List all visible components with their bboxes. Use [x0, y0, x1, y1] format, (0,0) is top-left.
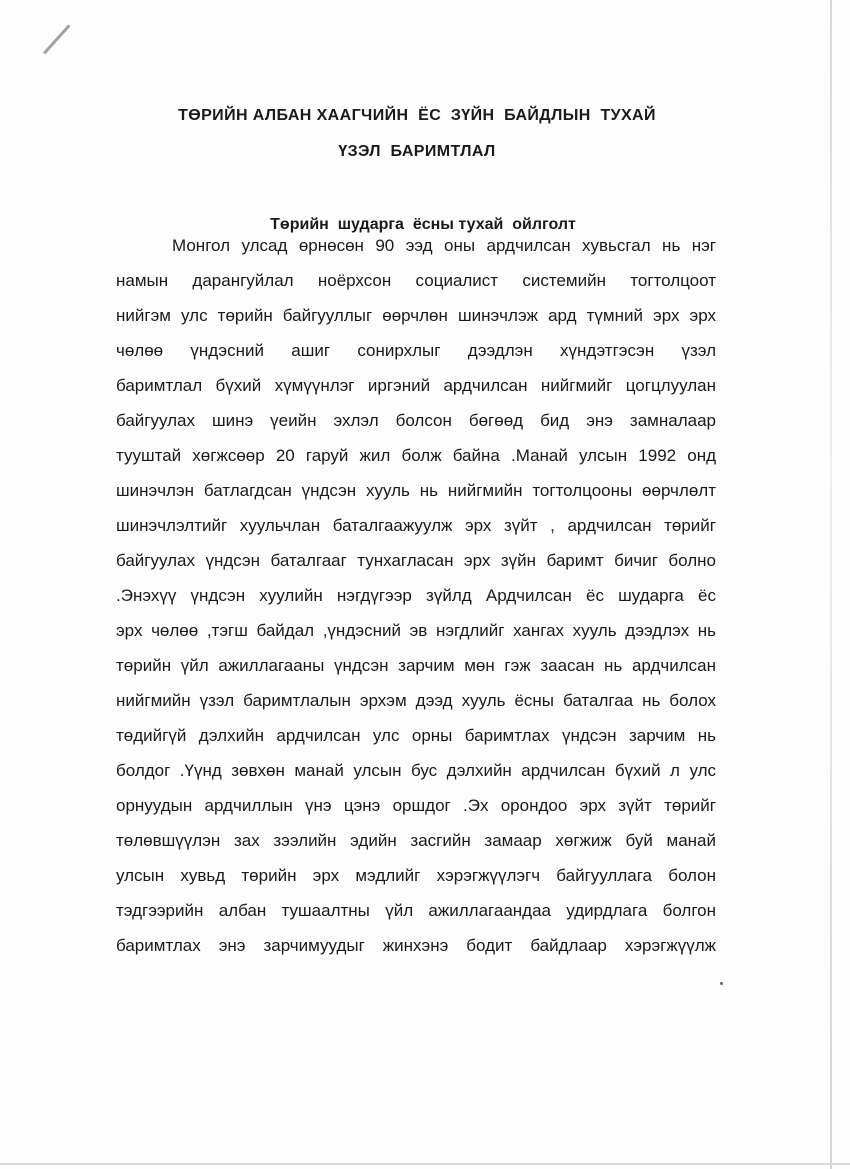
paragraph-line: байгуулах үндсэн баталгааг тунхагласан эрх зүйн баримт бичиг болно — [116, 551, 716, 570]
staple-mark — [43, 24, 71, 54]
paragraph-line: нийгэм улс төрийн байгууллыг өөрчлөн шинэчлэж ард түмний эрх эрх — [116, 306, 716, 325]
paragraph-line: тууштай хөгжсөөр 20 гаруй жил болж байна .Манай улсын 1992 онд — [116, 446, 716, 465]
paragraph-line: улсын хувьд төрийн эрх мэдлийг хэрэгжүүлэгч байгууллага болон — [116, 866, 716, 885]
paragraph-line: төлөвшүүлэн зах зээлийн эдийн засгийн замаар хөгжиж буй манай — [116, 831, 716, 850]
section-heading: Төрийн шударга ёсны тухай ойлголт — [270, 216, 576, 233]
document-title-line-2: ҮЗЭЛ БАРИМТЛАЛ — [338, 143, 496, 160]
scan-edge-bottom — [0, 1163, 850, 1165]
paragraph-line: .Энэхүү үндсэн хуулийн нэгдүгээр зүйлд Ардчилсан ёс шударга ёс — [116, 586, 716, 605]
scan-speck — [720, 982, 723, 985]
paragraph-line: Монгол улсад өрнөсөн 90 ээд оны ардчилсан хувьсгал нь нэг — [172, 236, 716, 255]
scan-edge-right — [830, 0, 832, 1169]
paragraph-line: байгуулах шинэ үеийн эхлэл болсон бөгөөд бид энэ замналаар — [116, 411, 716, 430]
paragraph-line: төрийн үйл ажиллагааны үндсэн зарчим мөн гэж заасан нь ардчилсан — [116, 656, 716, 675]
paragraph-line: эрх чөлөө ,тэгш байдал ,үндэсний эв нэгдлийг хангах хууль дээдлэх нь — [116, 621, 716, 640]
paragraph-line: шинэчлэлтийг хуульчлан баталгаажуулж эрх зүйт , ардчилсан төрийг — [116, 516, 716, 535]
paragraph-line: тэдгээрийн албан тушаалтны үйл ажиллагаандаа удирдлага болгон — [116, 901, 716, 920]
paragraph-line: баримтлах энэ зарчимуудыг жинхэнэ бодит байдлаар хэрэгжүүлж — [116, 936, 716, 955]
paragraph-line: болдог .Үүнд зөвхөн манай улсын бус дэлхийн ардчилсан бүхий л улс — [116, 761, 716, 780]
paragraph-line: нийгмийн үзэл баримтлалын эрхэм дээд хууль ёсны баталгаа нь болох — [116, 691, 716, 710]
paragraph-line: шинэчлэн батлагдсан үндсэн хууль нь нийгмийн тогтолцооны өөрчлөлт — [116, 481, 716, 500]
document-title-line-1: ТӨРИЙН АЛБАН ХААГЧИЙН ЁС ЗҮЙН БАЙДЛЫН ТУХАЙ — [178, 107, 656, 124]
body-paragraph — [116, 228, 716, 963]
paragraph-line: төдийгүй дэлхийн ардчилсан улс орны баримтлах үндсэн зарчим нь — [116, 726, 716, 745]
paragraph-line: намын дарангуйлал ноёрхсон социалист системийн тогтолцоот — [116, 271, 716, 290]
paragraph-line: баримтлал бүхий хүмүүнлэг иргэний ардчилсан нийгмийг цогцлуулан — [116, 376, 716, 395]
paragraph-line: чөлөө үндэсний ашиг сонирхлыг дээдлэн хүндэтгэсэн үзэл — [116, 341, 716, 360]
paragraph-line: орнуудын ардчиллын үнэ цэнэ оршдог .Эх орондоо эрх зүйт төрийг — [116, 796, 716, 815]
